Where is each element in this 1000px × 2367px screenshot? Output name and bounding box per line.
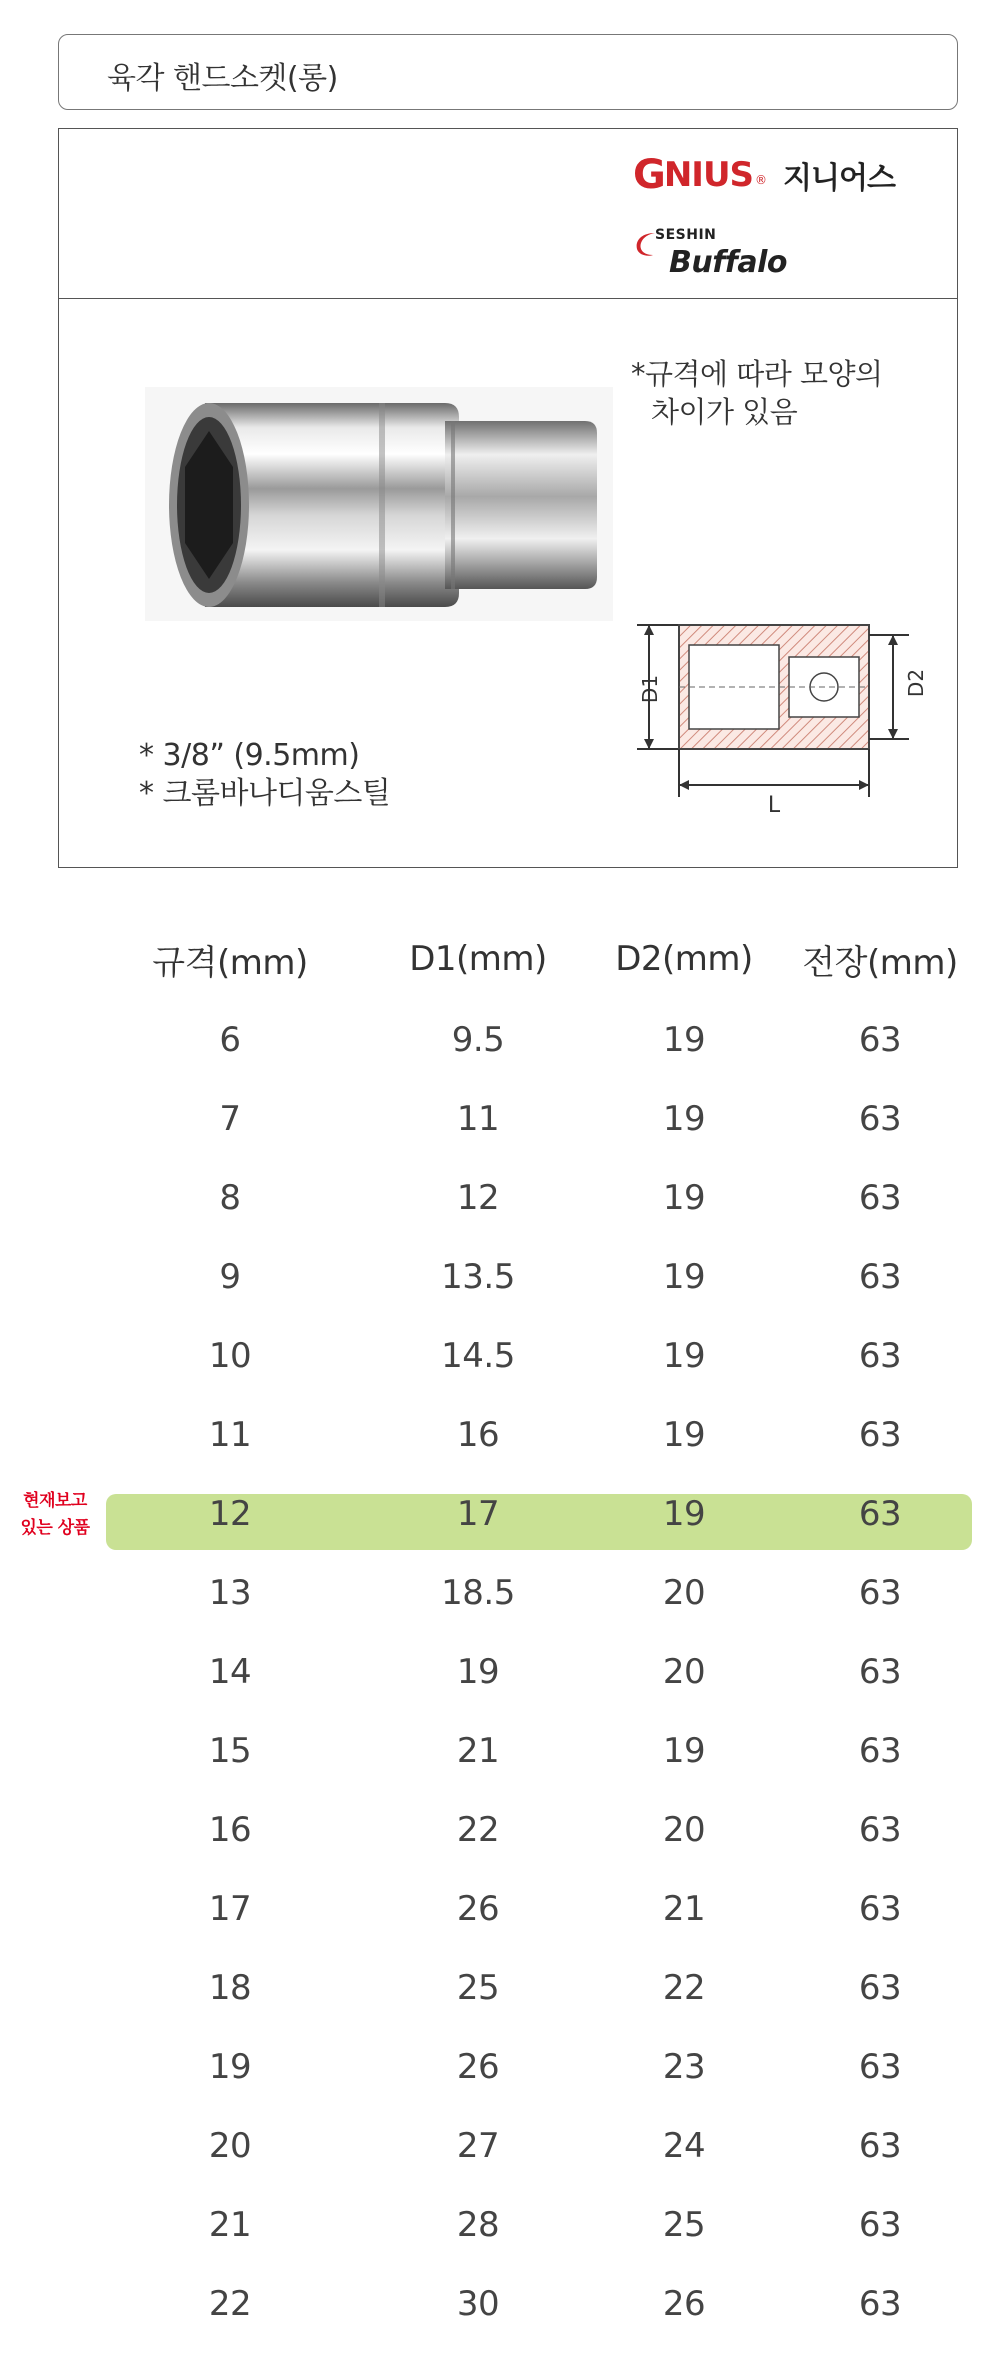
cell-d2: 23	[662, 2046, 706, 2087]
product-title-box	[58, 34, 958, 110]
cell-size: 8	[219, 1177, 241, 1218]
table-body	[0, 1000, 1000, 2343]
product-info-box	[58, 128, 958, 868]
cell-length: 63	[858, 1572, 902, 1613]
table-row	[0, 1790, 1000, 1869]
table-row	[0, 2264, 1000, 2343]
cell-length: 63	[858, 2204, 902, 2245]
material-note: * 크롬바나디움스틸	[139, 776, 391, 811]
drive-size-note: * 3/8” (9.5mm)	[139, 738, 360, 773]
cell-d2: 20	[662, 1809, 706, 1850]
cell-d1: 16	[456, 1414, 500, 1455]
cell-size: 16	[208, 1809, 252, 1850]
table-row	[0, 1632, 1000, 1711]
d2-label: D2	[904, 668, 928, 698]
brand-row	[59, 129, 957, 299]
cell-d2: 26	[662, 2283, 706, 2324]
buffalo-logo	[633, 223, 833, 283]
cell-length: 63	[858, 1019, 902, 1060]
seshin-text: SESHIN	[655, 227, 717, 243]
socket-dimension-drawing	[629, 607, 929, 827]
cell-d2: 19	[662, 1493, 706, 1534]
genius-logo-g: G	[633, 152, 664, 198]
cell-d2: 19	[662, 1019, 706, 1060]
cell-size: 20	[208, 2125, 252, 2166]
socket-photo	[145, 387, 613, 621]
cell-d2: 19	[662, 1177, 706, 1218]
cell-d2: 20	[662, 1651, 706, 1692]
cell-d1: 22	[456, 1809, 500, 1850]
cell-d1: 26	[456, 1888, 500, 1929]
cell-length: 63	[858, 2046, 902, 2087]
cell-length: 63	[858, 1809, 902, 1850]
product-title: 육각 핸드소켓(롱)	[107, 61, 338, 96]
current-label-line1: 현재보고	[23, 1491, 87, 1511]
shape-note-line2: 차이가 있음	[651, 395, 798, 429]
cell-size: 18	[208, 1967, 252, 2008]
l-label: L	[767, 793, 781, 818]
cell-length: 63	[858, 1651, 902, 1692]
table-header-row	[0, 918, 1000, 1000]
cell-size: 9	[219, 1256, 241, 1297]
cell-d1: 13.5	[441, 1256, 515, 1297]
cell-d1: 18.5	[441, 1572, 515, 1613]
cell-d1: 28	[456, 2204, 500, 2245]
cell-length: 63	[858, 1098, 902, 1139]
header-d2: D2(mm)	[615, 939, 753, 979]
cell-length: 63	[858, 1335, 902, 1376]
table-row	[0, 1474, 1000, 1553]
cell-d1: 17	[456, 1493, 500, 1534]
genius-logo	[633, 151, 895, 199]
table-row	[0, 1395, 1000, 1474]
table-row	[0, 2027, 1000, 2106]
cell-length: 63	[858, 1493, 902, 1534]
cell-d2: 21	[662, 1888, 706, 1929]
cell-d1: 21	[456, 1730, 500, 1771]
cell-d2: 24	[662, 2125, 706, 2166]
cell-length: 63	[858, 1888, 902, 1929]
cell-d2: 19	[662, 1335, 706, 1376]
cell-d2: 25	[662, 2204, 706, 2245]
cell-size: 7	[219, 1098, 241, 1139]
cell-d1: 12	[456, 1177, 500, 1218]
cell-length: 63	[858, 1256, 902, 1297]
cell-size: 12	[208, 1493, 252, 1534]
cell-d1: 19	[456, 1651, 500, 1692]
cell-size: 21	[208, 2204, 252, 2245]
shape-note	[631, 355, 883, 431]
cell-length: 63	[858, 1967, 902, 2008]
table-row	[0, 1079, 1000, 1158]
cell-d2: 19	[662, 1256, 706, 1297]
spec-table	[0, 918, 1000, 2343]
genius-korean-name: 지니어스	[783, 161, 895, 196]
cell-d2: 20	[662, 1572, 706, 1613]
cell-length: 63	[858, 2283, 902, 2324]
cell-d2: 22	[662, 1967, 706, 2008]
table-row	[0, 1237, 1000, 1316]
cell-size: 22	[208, 2283, 252, 2324]
cell-d1: 27	[456, 2125, 500, 2166]
cell-size: 10	[208, 1335, 252, 1376]
registered-icon: ®	[755, 173, 768, 187]
table-row	[0, 1948, 1000, 2027]
table-row	[0, 1000, 1000, 1079]
header-size: 규격(mm)	[152, 942, 308, 983]
d1-label: D1	[638, 674, 662, 704]
cell-d1: 14.5	[441, 1335, 515, 1376]
table-row	[0, 2106, 1000, 2185]
cell-size: 11	[208, 1414, 252, 1455]
table-row	[0, 1711, 1000, 1790]
table-row	[0, 2185, 1000, 2264]
cell-d1: 9.5	[451, 1019, 505, 1060]
spec-notes	[139, 737, 390, 813]
cell-length: 63	[858, 1730, 902, 1771]
cell-size: 14	[208, 1651, 252, 1692]
table-row	[0, 1158, 1000, 1237]
current-product-label	[10, 1488, 100, 1542]
cell-d2: 19	[662, 1414, 706, 1455]
cell-size: 15	[208, 1730, 252, 1771]
header-d1: D1(mm)	[409, 939, 547, 979]
buffalo-text: Buffalo	[669, 245, 787, 280]
genius-logo-text: NIUS	[663, 155, 754, 195]
cell-size: 19	[208, 2046, 252, 2087]
cell-size: 17	[208, 1888, 252, 1929]
cell-d1: 30	[456, 2283, 500, 2324]
cell-size: 6	[219, 1019, 241, 1060]
cell-length: 63	[858, 1177, 902, 1218]
cell-length: 63	[858, 1414, 902, 1455]
table-row	[0, 1316, 1000, 1395]
cell-d2: 19	[662, 1730, 706, 1771]
header-length: 전장(mm)	[802, 942, 958, 983]
table-row	[0, 1553, 1000, 1632]
cell-d1: 26	[456, 2046, 500, 2087]
shape-note-line1: *규격에 따라 모양의	[631, 357, 883, 391]
table-row	[0, 1869, 1000, 1948]
cell-size: 13	[208, 1572, 252, 1613]
current-label-line2: 있는 상품	[20, 1518, 90, 1538]
cell-d1: 11	[456, 1098, 500, 1139]
cell-length: 63	[858, 2125, 902, 2166]
cell-d1: 25	[456, 1967, 500, 2008]
cell-d2: 19	[662, 1098, 706, 1139]
